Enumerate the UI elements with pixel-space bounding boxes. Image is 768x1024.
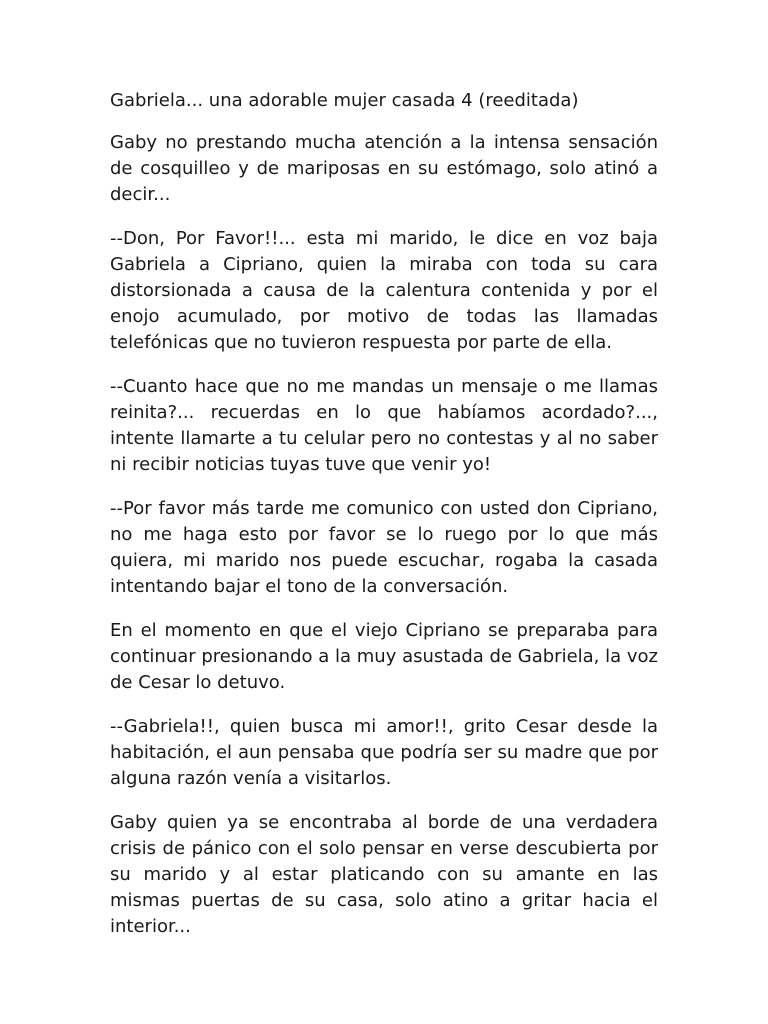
paragraph-2: --Don, Por Favor!!... esta mi marido, le dice en voz baja Gabriela a Cipriano, quien la miraba con toda su cara distorsionada a causa de la calentura contenida y por el enojo acumulado, por motivo de todas las llamadas telefónicas que no tuvieron respuesta por parte de ella. bbox=[110, 228, 658, 353]
paragraph-6: --Gabriela!!, quien busca mi amor!!, grito Cesar desde la habitación, el aun pensaba que podría ser su madre que por alguna razón venía a visitarlos. bbox=[110, 716, 658, 789]
paragraph-3: --Cuanto hace que no me mandas un mensaje o me llamas reinita?... recuerdas en lo que habíamos acordado?..., intente llamarte a tu celular pero no contestas y al no saber ni recibir noticias tuyas tuve que venir yo! bbox=[110, 376, 658, 475]
document-title: Gabriela... una adorable mujer casada 4 (reeditada) bbox=[110, 90, 579, 111]
paragraph-7: Gaby quien ya se encontraba al borde de una verdadera crisis de pánico con el solo pensar en verse descubierta por su marido y al estar platicando con su amante en las mismas puertas de su casa, solo atino a gritar hacia el interior... bbox=[110, 812, 658, 937]
paragraph-5: En el momento en que el viejo Cipriano se preparaba para continuar presionando a la muy asustada de Gabriela, la voz de Cesar lo detuvo. bbox=[110, 620, 658, 693]
paragraph-4: --Por favor más tarde me comunico con usted don Cipriano, no me haga esto por favor se lo ruego por lo que más quiera, mi marido nos puede escuchar, rogaba la casada intentando bajar el tono de la conversación. bbox=[110, 498, 658, 597]
paragraph-1: Gaby no prestando mucha atención a la intensa sensación de cosquilleo y de mariposas en su estómago, solo atinó a decir... bbox=[110, 132, 658, 205]
